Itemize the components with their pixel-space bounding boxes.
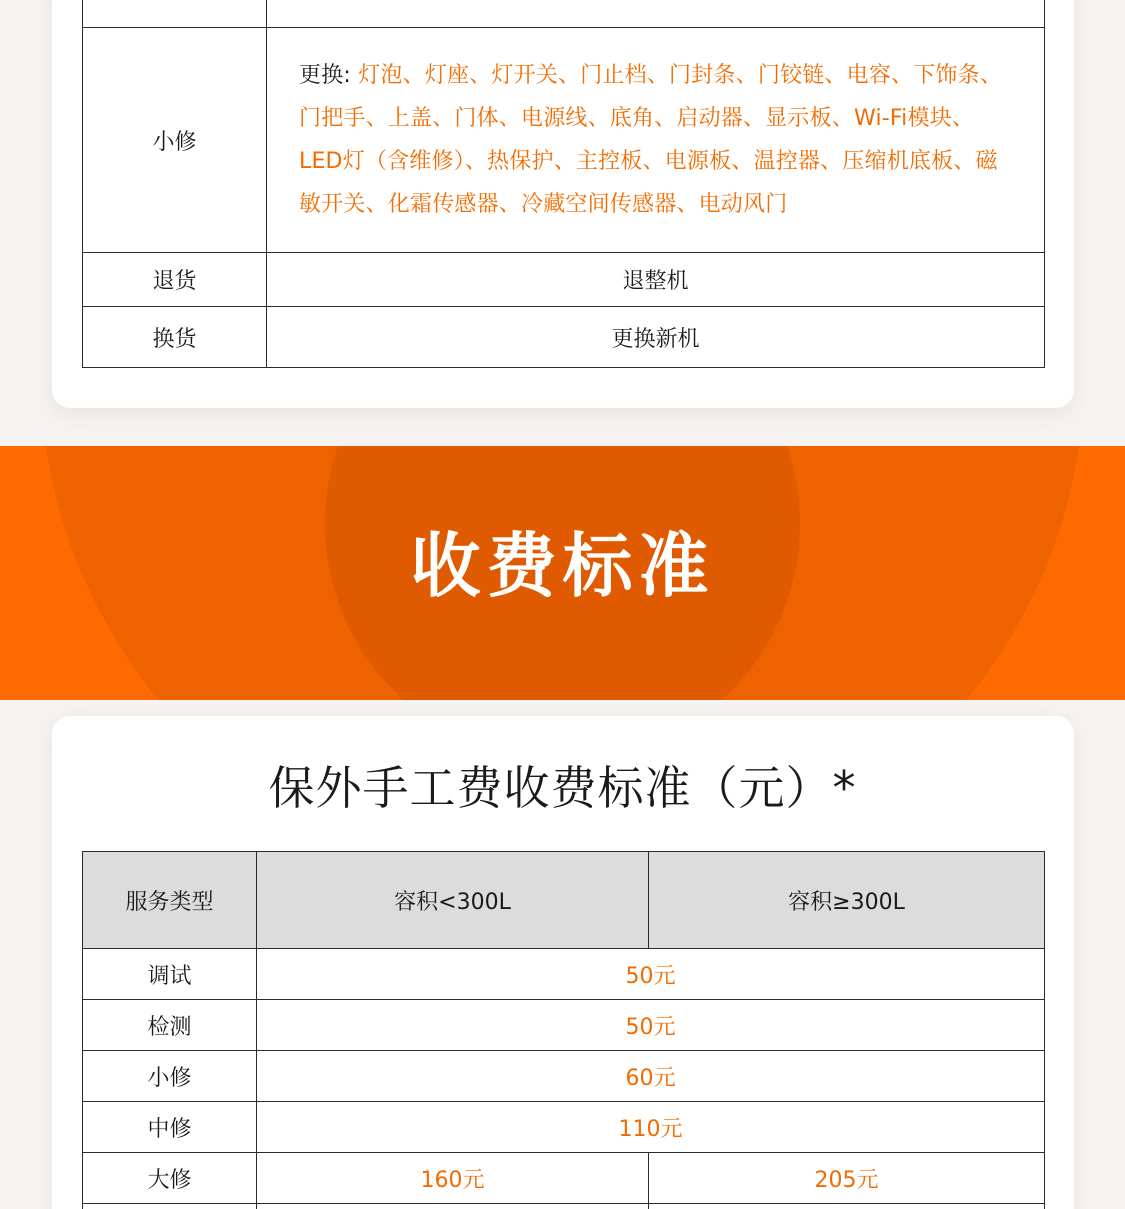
price-cell-large: 205元 [649, 1153, 1045, 1204]
table-row [83, 253, 1045, 307]
service-type-cell: 换货 [83, 307, 267, 368]
price-cell: 60元 [257, 1051, 1045, 1102]
service-type-cell: 小修 [83, 1051, 257, 1102]
section-banner [0, 446, 1125, 700]
table-cell [267, 0, 1045, 28]
table-cell [649, 1204, 1045, 1209]
column-header: 服务类型 [83, 852, 257, 949]
service-type-cell: 小修 [83, 28, 267, 253]
service-detail-cell: 更换新机 [267, 307, 1045, 368]
service-type-cell: 退货 [83, 253, 267, 307]
table-row [83, 1102, 1045, 1153]
table-header-row [83, 852, 1045, 949]
table-cell [257, 1204, 649, 1209]
fee-table [82, 851, 1045, 1209]
price-cell: 50元 [257, 1000, 1045, 1051]
service-type-cell: 检测 [83, 1000, 257, 1051]
table-row [83, 28, 1045, 253]
price-cell: 110元 [257, 1102, 1045, 1153]
price-cell-small: 160元 [257, 1153, 649, 1204]
price-cell: 50元 [257, 949, 1045, 1000]
table-cell [83, 1204, 257, 1209]
table-row [83, 1000, 1045, 1051]
replace-prefix: 更换: [299, 63, 359, 88]
table-row [83, 1153, 1045, 1204]
table-row [83, 1204, 1045, 1209]
table-row [83, 949, 1045, 1000]
table-row [83, 307, 1045, 368]
column-header: 容积≥300L [649, 852, 1045, 949]
service-detail-cell: 退整机 [267, 253, 1045, 307]
banner-title: 收费标准 [410, 525, 715, 607]
fee-section-title: 保外手工费收费标准（元）* [268, 761, 857, 815]
table-row [83, 1051, 1045, 1102]
service-type-cell: 调试 [83, 949, 257, 1000]
service-type-cell: 中修 [83, 1102, 257, 1153]
replacement-parts-cell [267, 28, 1045, 253]
table-cell [83, 0, 267, 28]
service-type-cell: 大修 [83, 1153, 257, 1204]
table-row [83, 0, 1045, 28]
replacement-parts-list: 灯泡、灯座、灯开关、门止档、门封条、门铰链、电容、下饰条、门把手、上盖、门体、电源线、底角、启动器、显示板、Wi-Fi模块、LED灯（含维修）、热保护、主控板、电源板、温控器、压缩机底板、磁敏开关、化霜传感器、冷藏空间传感器、电动风门 [299, 63, 1003, 217]
repair-scope-table [82, 0, 1045, 368]
column-header: 容积<300L [257, 852, 649, 949]
